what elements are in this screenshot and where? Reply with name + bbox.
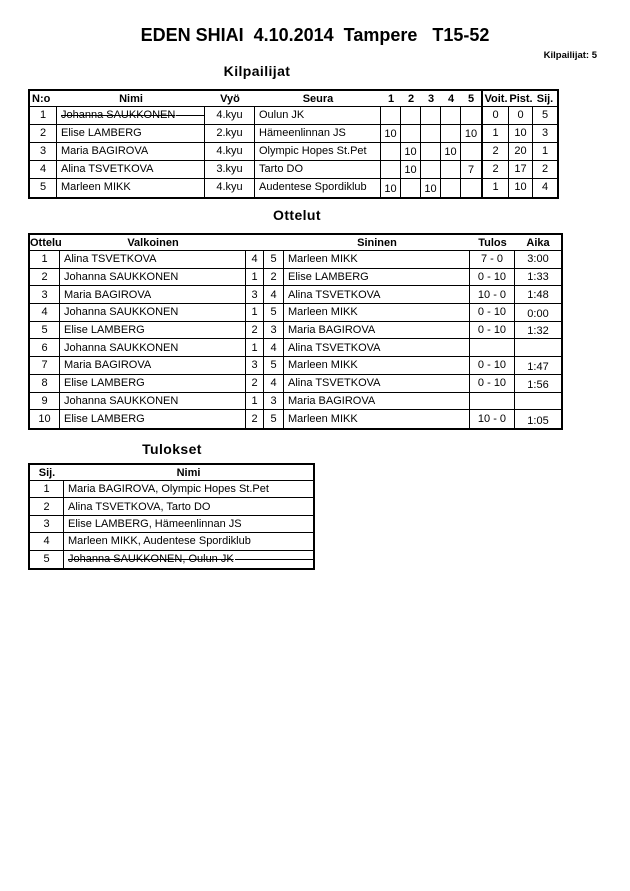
final-results-table: [28, 463, 315, 570]
score-cell-2: 10: [401, 143, 421, 161]
blue-no-cell: 5: [264, 357, 284, 375]
matches-table: [28, 233, 563, 430]
result-cell: 0 - 10: [470, 375, 515, 393]
match-no-cell: 4: [30, 304, 60, 322]
place-cell: 5: [30, 551, 64, 568]
competitor-name: Johanna SAUKKONEN: [61, 109, 176, 121]
blue-name-cell: Maria BAGIROVA: [284, 322, 470, 340]
match-no-cell: 9: [30, 393, 60, 411]
white-name-cell: Alina TSVETKOVA: [60, 251, 246, 269]
match-no-cell: 5: [30, 322, 60, 340]
score-cell-4: [441, 125, 461, 143]
white-no-cell: 3: [246, 357, 264, 375]
col-header-points: Pist.: [509, 91, 533, 107]
section-heading-ottelut: Ottelut: [273, 207, 321, 223]
points-cell: 10: [509, 125, 533, 143]
white-name-cell: Elise LAMBERG: [60, 322, 246, 340]
score-cell-1: 10: [381, 125, 401, 143]
wins-cell: 0: [481, 107, 509, 125]
result-cell: 0 - 10: [470, 357, 515, 375]
page-title: EDEN SHIAI 4.10.2014 Tampere T15-52: [140, 25, 490, 45]
match-no-cell: 10: [30, 410, 60, 428]
result-name-cell: Elise LAMBERG, Hämeenlinnan JS: [64, 516, 313, 533]
club-cell: Olympic Hopes St.Pet: [255, 143, 381, 161]
col-header-time: Aika: [515, 235, 561, 251]
white-no-cell: 3: [246, 286, 264, 304]
col-header-1: 1: [381, 91, 401, 107]
belt-cell: 3.kyu: [205, 161, 255, 179]
score-cell-1: [381, 143, 401, 161]
result-cell: 7 - 0: [470, 251, 515, 269]
no-cell: 2: [30, 125, 57, 143]
white-no-cell: 2: [246, 410, 264, 428]
blue-no-cell: 4: [264, 339, 284, 357]
score-cell-4: [441, 179, 461, 197]
blue-name-cell: Alina TSVETKOVA: [284, 286, 470, 304]
col-header-result: Tulos: [470, 235, 515, 251]
blue-name-cell: Alina TSVETKOVA: [284, 339, 470, 357]
points-cell: 17: [509, 161, 533, 179]
points-cell: 10: [509, 179, 533, 197]
blue-no-cell: 5: [264, 304, 284, 322]
col-header-4: 4: [441, 91, 461, 107]
blue-no-cell: 3: [264, 393, 284, 411]
score-cell-4: [441, 161, 461, 179]
time-cell: [515, 339, 561, 357]
col-header-no: N:o: [30, 91, 57, 107]
white-name-cell: Johanna SAUKKONEN: [60, 269, 246, 287]
score-cell-5: 10: [461, 125, 481, 143]
time-cell: 1:48: [515, 286, 561, 304]
result-cell: 0 - 10: [470, 322, 515, 340]
name-cell: Marleen MIKK: [57, 179, 205, 197]
wins-cell: 1: [481, 125, 509, 143]
blue-name-cell: Marleen MIKK: [284, 357, 470, 375]
place-cell: 4: [30, 533, 64, 550]
place-cell: 4: [541, 181, 549, 193]
time-cell: 0:00: [515, 304, 561, 322]
result-name-cell: Maria BAGIROVA, Olympic Hopes St.Pet: [64, 481, 313, 498]
blue-no-cell: 3: [264, 322, 284, 340]
white-name-cell: Johanna SAUKKONEN: [60, 304, 246, 322]
match-no-cell: 7: [30, 357, 60, 375]
score-cell-4: 10: [441, 143, 461, 161]
time-cell: 1:33: [515, 269, 561, 287]
club-cell: Oulun JK: [255, 107, 381, 125]
score-cell-5: 7: [461, 161, 481, 179]
blue-name-cell: Alina TSVETKOVA: [284, 375, 470, 393]
score-cell-5: [461, 107, 481, 125]
blue-no-cell: 5: [264, 410, 284, 428]
club-cell: Hämeenlinnan JS: [255, 125, 381, 143]
blue-name-cell: Elise LAMBERG: [284, 269, 470, 287]
score-cell-4: [441, 107, 461, 125]
place-cell: 1: [533, 143, 557, 161]
blue-name-cell: Maria BAGIROVA: [284, 393, 470, 411]
place-cell: 1: [30, 481, 64, 498]
time-cell: 1:47: [515, 357, 561, 375]
name-cell: Alina TSVETKOVA: [57, 161, 205, 179]
belt-cell: 4.kyu: [205, 107, 255, 125]
place-cell: 5: [533, 107, 557, 125]
place-cell: 3: [30, 516, 64, 533]
white-no-cell: 1: [246, 304, 264, 322]
points-cell: 20: [509, 143, 533, 161]
result-cell: 10 - 0: [470, 410, 515, 428]
score-cell-3: [421, 107, 441, 125]
white-name-cell: Elise LAMBERG: [60, 410, 246, 428]
score-cell-1: [381, 107, 401, 125]
competitors-table: [28, 89, 559, 199]
match-no-cell: 3: [30, 286, 60, 304]
place-cell: 3: [533, 125, 557, 143]
wins-cell: 1: [481, 179, 509, 197]
belt-cell: 4.kyu: [205, 143, 255, 161]
result-name-cell: Alina TSVETKOVA, Tarto DO: [64, 498, 313, 515]
name-cell: Elise LAMBERG: [57, 125, 205, 143]
white-name-cell: Maria BAGIROVA: [60, 357, 246, 375]
points-cell: 0: [509, 107, 533, 125]
score-cell-2: [401, 107, 421, 125]
belt-cell: 4.kyu: [205, 179, 255, 197]
wins-cell: 2: [481, 161, 509, 179]
score-cell-2: [401, 125, 421, 143]
col-header-match: Ottelu: [28, 235, 60, 251]
score-cell-3: [421, 161, 441, 179]
white-no-cell: 2: [246, 322, 264, 340]
wins-cell: 2: [481, 143, 509, 161]
col-header-name: Nimi: [64, 465, 313, 481]
time-cell: 1:32: [515, 322, 561, 340]
white-no-cell: 1: [246, 339, 264, 357]
col-header-blue-no: [264, 235, 284, 251]
col-header-5: 5: [461, 91, 481, 107]
result-cell: [470, 339, 515, 357]
section-heading-kilpailijat: Kilpailijat: [223, 63, 291, 79]
blue-no-cell: 4: [264, 286, 284, 304]
match-no-cell: 1: [30, 251, 60, 269]
white-name-cell: Johanna SAUKKONEN: [60, 339, 246, 357]
result-name-cell: [64, 551, 313, 568]
section-heading-tulokset: Tulokset: [142, 441, 202, 457]
match-no-cell: 2: [30, 269, 60, 287]
no-cell: 4: [30, 161, 57, 179]
name-cell: Maria BAGIROVA: [57, 143, 205, 161]
belt-cell: 2.kyu: [205, 125, 255, 143]
club-cell: Tarto DO: [255, 161, 381, 179]
time-cell: [515, 393, 561, 411]
result-cell: 0 - 10: [470, 304, 515, 322]
white-no-cell: 1: [246, 269, 264, 287]
score-cell-5: [461, 179, 481, 197]
place-cell: 2: [30, 498, 64, 515]
score-cell-3: [421, 125, 441, 143]
col-header-place: Sij.: [533, 91, 557, 107]
blue-no-cell: 4: [264, 375, 284, 393]
score-cell-3: 10: [421, 179, 441, 197]
time-cell: 1:56: [515, 375, 561, 393]
col-header-belt: Vyö: [205, 91, 255, 107]
white-no-cell: 2: [246, 375, 264, 393]
result-cell: 10 - 0: [470, 286, 515, 304]
name-cell: [57, 107, 205, 125]
no-cell: 5: [30, 179, 57, 197]
white-no-cell: 4: [246, 251, 264, 269]
blue-name-cell: Marleen MIKK: [284, 304, 470, 322]
score-cell-2: 10: [401, 161, 421, 179]
result-name-cell: Marleen MIKK, Audentese Spordiklub: [64, 533, 313, 550]
col-header-place: Sij.: [30, 465, 64, 481]
result-cell: [470, 393, 515, 411]
competitor-name: Johanna SAUKKONEN, Oulun JK: [68, 553, 234, 566]
score-cell-5: [461, 143, 481, 161]
col-header-white-no: [246, 235, 264, 251]
col-header-3: 3: [421, 91, 441, 107]
match-no-cell: 6: [30, 339, 60, 357]
col-header-club: Seura: [255, 91, 381, 107]
col-header-wins: Voit.: [481, 91, 509, 107]
participants-count: Kilpailijat: 5: [543, 50, 597, 61]
score-cell-3: [421, 143, 441, 161]
score-cell-2: [401, 179, 421, 197]
col-header-2: 2: [401, 91, 421, 107]
match-no-cell: 8: [30, 375, 60, 393]
col-header-white: Valkoinen: [60, 235, 246, 251]
club-cell: Audentese Spordiklub: [255, 179, 381, 197]
blue-name-cell: Marleen MIKK: [284, 251, 470, 269]
white-name-cell: Maria BAGIROVA: [60, 286, 246, 304]
no-cell: 3: [30, 143, 57, 161]
no-cell: 1: [30, 107, 57, 125]
white-name-cell: Elise LAMBERG: [60, 375, 246, 393]
place-cell: 2: [533, 161, 557, 179]
result-cell: 0 - 10: [470, 269, 515, 287]
white-name-cell: Johanna SAUKKONEN: [60, 393, 246, 411]
col-header-name: Nimi: [57, 91, 205, 107]
blue-name-cell: Marleen MIKK: [284, 410, 470, 428]
blue-no-cell: 2: [264, 269, 284, 287]
col-header-blue: Sininen: [284, 235, 470, 251]
white-no-cell: 1: [246, 393, 264, 411]
time-cell: 3:00: [515, 251, 561, 269]
blue-no-cell: 5: [264, 251, 284, 269]
time-cell: 1:05: [527, 414, 549, 427]
score-cell-1: 10: [381, 179, 401, 197]
score-cell-1: [381, 161, 401, 179]
